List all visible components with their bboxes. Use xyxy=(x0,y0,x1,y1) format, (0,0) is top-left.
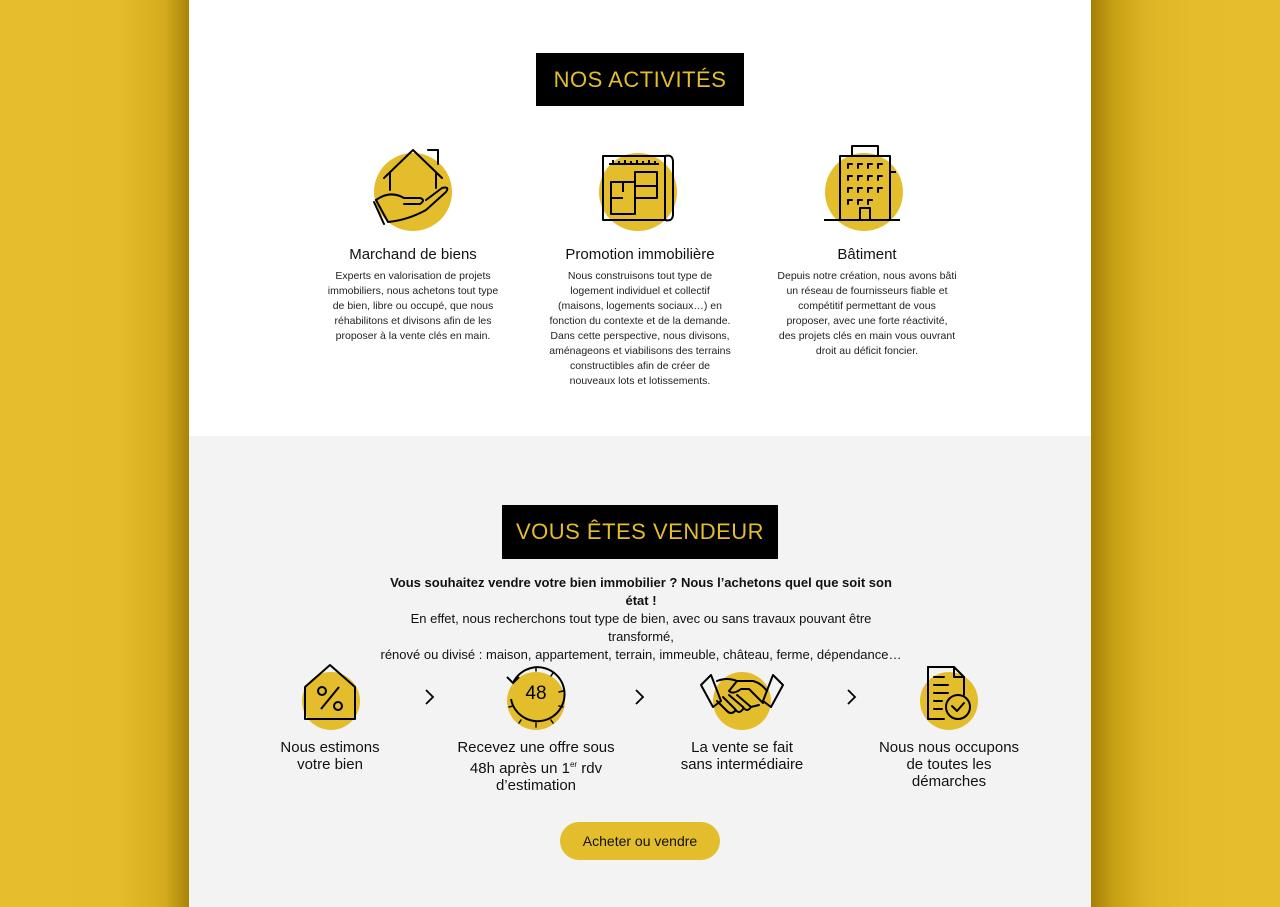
page-content xyxy=(189,0,1091,907)
blueprint-plan-icon xyxy=(595,142,685,232)
timer-label: 48 xyxy=(525,683,547,704)
seller-intro-line: En effet, nous recherchons tout type de bien, avec ou sans travaux pouvant être transformé, xyxy=(410,611,872,644)
step-text: rdv xyxy=(577,760,603,777)
activity-description: Nous construisons tout type de logement individuel et collectif (maisons, logements sociaux…) en fonction du contexte et de la demande. Dans cette perspective, nous divisons, aménageons et viabilisons des terrains constructibles afin de créer de nouveaux lots et lotissements. xyxy=(549,270,731,387)
step-procedures xyxy=(869,661,1029,790)
activity-description: Depuis notre création, nous avons bâti un réseau de fournisseurs fiable et compétitif permettant de vous proposer, avec une forte réactivité, des projets clés en main vous ouvrant droit au déficit foncier. xyxy=(777,270,957,357)
activity-title: Bâtiment xyxy=(837,246,897,263)
chevron-right-icon xyxy=(632,688,648,706)
step-text: de toutes les xyxy=(906,756,992,773)
48h-timer-icon xyxy=(501,661,571,731)
right-backdrop xyxy=(1091,0,1280,907)
seller-title: VOUS ÊTES VENDEUR xyxy=(502,505,778,559)
step-text: Nous nous occupons xyxy=(878,739,1020,756)
step-offer xyxy=(451,661,621,794)
step-sale xyxy=(674,661,810,773)
activity-card-promotion xyxy=(549,142,731,389)
step-sup: er xyxy=(569,760,578,769)
activity-title: Marchand de biens xyxy=(349,246,477,263)
step-text: Recevez une offre sous xyxy=(457,739,615,756)
handshake-icon xyxy=(707,661,777,731)
seller-section xyxy=(189,436,1091,907)
seller-intro-line: rénové ou divisé : maison, appartement, terrain, immeuble, château, ferme, dépendance… xyxy=(380,647,902,662)
step-text: 48h après un 1 xyxy=(469,760,570,777)
step-estimation xyxy=(269,661,391,773)
buy-or-sell-button[interactable]: Acheter ou vendre xyxy=(560,822,720,860)
step-text: Nous estimons xyxy=(280,739,380,756)
step-text: La vente se fait xyxy=(691,739,793,756)
step-text: démarches xyxy=(911,773,987,790)
seller-intro xyxy=(379,574,903,664)
chevron-right-icon xyxy=(422,688,438,706)
house-in-hand-icon xyxy=(368,142,458,232)
office-building-icon xyxy=(822,142,912,232)
percent-house-icon xyxy=(295,661,365,731)
activity-title: Promotion immobilière xyxy=(565,246,715,263)
step-text: d’estimation xyxy=(495,777,577,794)
document-check-icon xyxy=(914,661,984,731)
seller-intro-bold: Vous souhaitez vendre votre bien immobilier ? Nous l’achetons quel que soit son état ! xyxy=(390,575,892,608)
activity-card-marchand xyxy=(323,142,503,344)
step-text: sans intermédiaire xyxy=(680,756,804,773)
activities-section xyxy=(189,0,1091,436)
left-backdrop xyxy=(0,0,189,907)
activities-title: NOS ACTIVITÉS xyxy=(536,53,744,106)
activity-card-batiment xyxy=(777,142,957,359)
chevron-right-icon xyxy=(844,688,860,706)
activity-description: Experts en valorisation de projets immobiliers, nous achetons tout type de bien, libre ou occupé, que nous réhabilitons et divisons afin de les proposer à la vente clés en main. xyxy=(327,270,499,342)
step-text: votre bien xyxy=(297,756,363,773)
